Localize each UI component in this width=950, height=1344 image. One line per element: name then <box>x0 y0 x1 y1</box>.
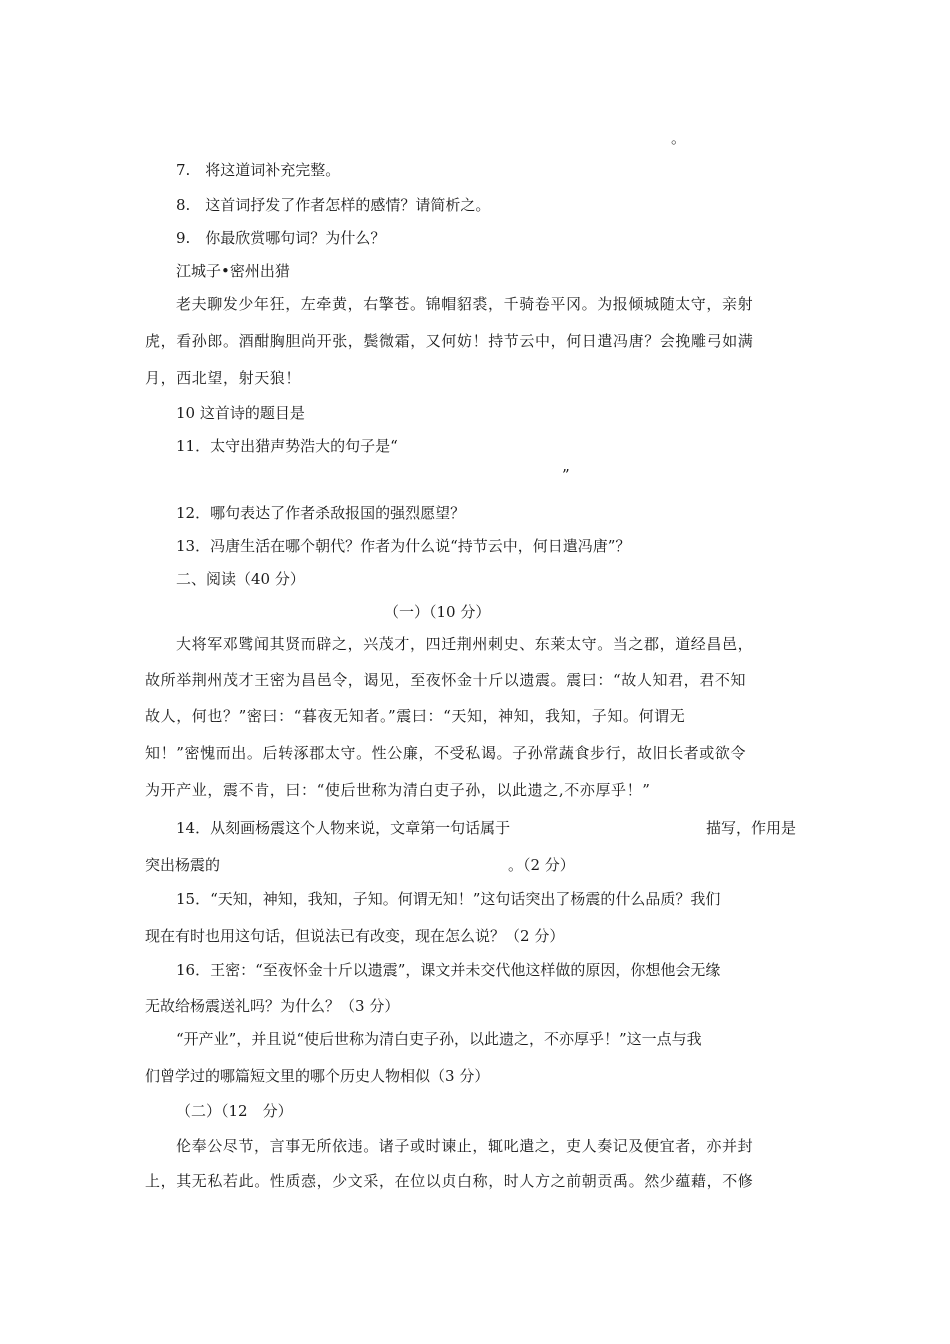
passage-1-line-2: 故所举荆州茂才王密为昌邑令，谒见，至夜怀金十斤以遗震。震曰：“故人知君，君不知 <box>145 671 747 689</box>
passage-1-line-1: 大将军邓骘闻其贤而辟之，兴茂才，四迁荆州刺史、东莱太守。当之郡，道经昌邑， <box>176 635 754 653</box>
question-15-line-2: 现在有时也用这句话，但说法已有改变，现在怎么说？（2 分） <box>145 927 565 945</box>
poem-line-2: 虎，看孙郎。酒酣胸胆尚开张，鬓微霜，又何妨！持节云中，何日遣冯唐？会挽雕弓如满 <box>145 332 754 350</box>
question-14-part-b: 描写，作用是 <box>706 819 797 837</box>
section-2-heading: 二、阅读（40 分） <box>176 570 305 588</box>
passage-2-line-1: 伦奉公尽节，言事无所依违。诸子或时谏止，辄叱遣之，吏人奏记及便宜者，亦并封 <box>176 1137 754 1155</box>
question-17-line-2: 们曾学过的哪篇短文里的哪个历史人物相似（3 分） <box>145 1067 490 1085</box>
question-8: 8. 这首词抒发了作者怎样的感情？请简析之。 <box>176 196 491 214</box>
question-17-line-1: “开产业”，并且说“使后世称为清白吏子孙，以此遗之，不亦厚乎！”这一点与我 <box>176 1030 702 1048</box>
question-11-close-quote: ” <box>562 466 570 484</box>
question-16-line-2: 无故给杨震送礼吗？为什么？（3 分） <box>145 997 400 1015</box>
passage-1-line-3: 故人，何也？”密曰：“暮夜无知者。”震曰：“天知，神知，我知，子知。何谓无 <box>145 707 686 725</box>
question-14-part-a: 14．从刻画杨震这个人物来说，文章第一句话属于 <box>176 819 511 837</box>
part-1-heading: （一）（10 分） <box>384 603 491 621</box>
passage-1-line-4: 知！”密愧而出。后转涿郡太守。性公廉，不受私谒。子孙常蔬食步行，故旧长者或欲令 <box>145 744 747 762</box>
passage-1-line-5: 为开产业，震不肯，曰：“使后世称为清白吏子孙，以此遗之,不亦厚乎！” <box>145 781 651 799</box>
question-16-line-1: 16．王密：“至夜怀金十斤以遗震”，课文并未交代他这样做的原因，你想他会无缘 <box>176 961 721 979</box>
poem-line-1: 老夫聊发少年狂，左牵黄，右擎苍。锦帽貂裘，千骑卷平冈。为报倾城随太守，亲射 <box>176 295 754 313</box>
poem-line-3: 月，西北望，射天狼！ <box>145 369 302 387</box>
question-15-line-1: 15．“天知，神知，我知，子知。何谓无知！”这句话突出了杨震的什么品质？我们 <box>176 890 721 908</box>
question-7: 7. 将这道词补充完整。 <box>176 161 341 179</box>
question-14-part-d: 。（2 分） <box>508 856 575 874</box>
question-11: 11．太守出猎声势浩大的句子是“ <box>176 437 398 455</box>
question-10: 10 这首诗的题目是 <box>176 404 305 422</box>
question-12: 12．哪句表达了作者杀敌报国的强烈愿望？ <box>176 504 466 522</box>
blank-line-period: 。 <box>671 129 687 147</box>
question-13: 13．冯唐生活在哪个朝代？作者为什么说“持节云中，何日遣冯唐”？ <box>176 537 631 555</box>
question-9: 9. 你最欣赏哪句词？为什么？ <box>176 229 386 247</box>
part-2-heading: （二）（12 分） <box>176 1102 293 1120</box>
question-14-part-c: 突出杨震的 <box>145 856 221 874</box>
passage-2-line-2: 上，其无私若此。性质悫，少文采，在位以贞白称，时人方之前朝贡禹。然少蕴藉，不修 <box>145 1172 754 1190</box>
poem-title: 江城子•密州出猎 <box>176 262 290 280</box>
